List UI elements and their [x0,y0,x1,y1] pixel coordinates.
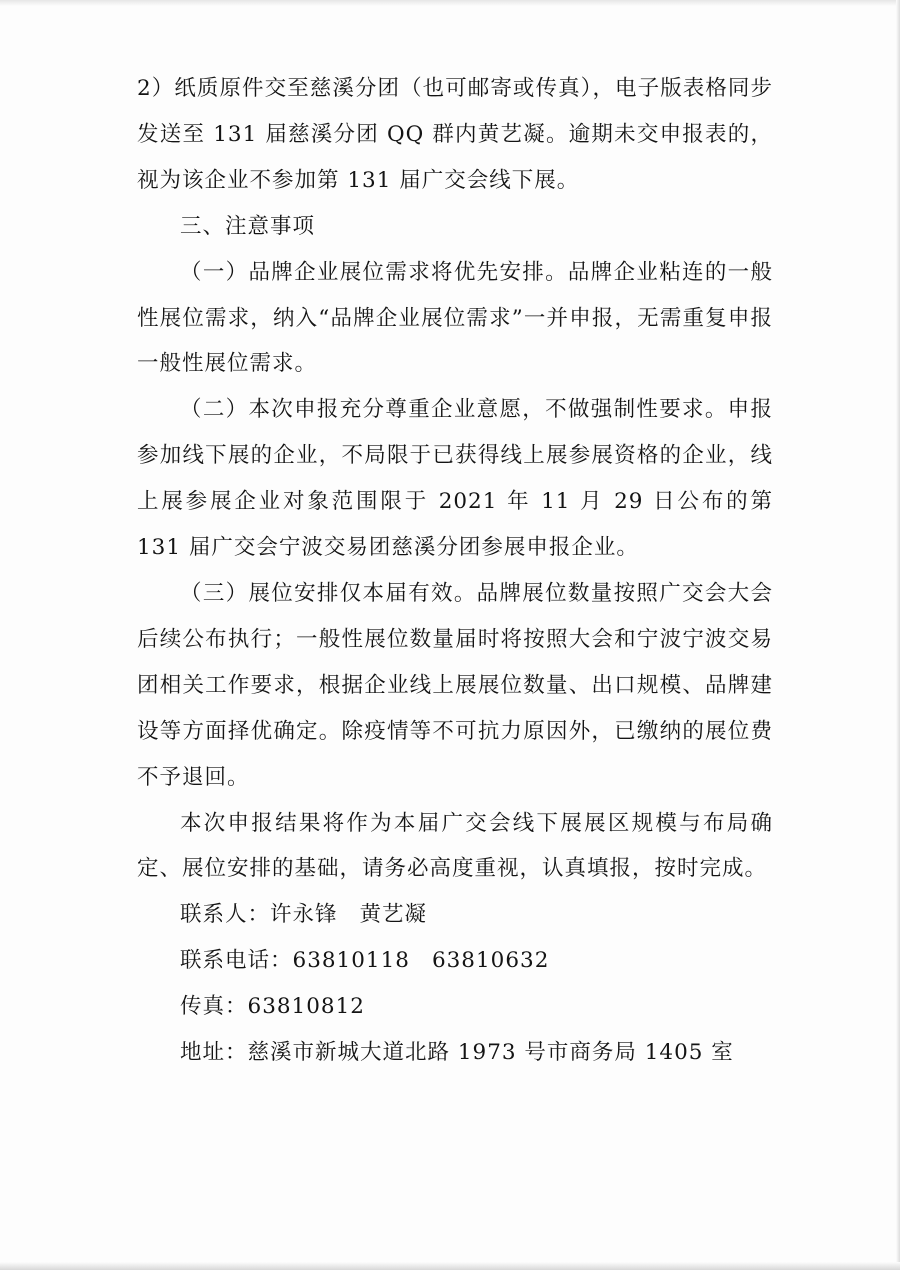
contact-address-text: 慈溪市新城大道北路 1973 号市商务局 1405 室 [247,1040,734,1066]
contact-persons-label: 联系人： [180,902,271,928]
paragraph-submission: 2）纸质原件交至慈溪分团（也可邮寄或传真），电子版表格同步发送至 131 届慈溪分团 QQ 群内黄艺凝。逾期未交申报表的，视为该企业不参加第 131 届广交会线下展。 [137,76,773,193]
contact-person-1: 许永锋 [270,902,338,928]
contact-address [137,1030,773,1076]
scan-top-edge [0,0,900,6]
paragraph-item-3: （三）展位安排仅本届有效。品牌展位数量按照广交会大会后续公布执行；一般性展位数量届时将按照大会和宁波宁波交易团相关工作要求，根据企业线上展展位数量、出口规模、品牌建设等方面择优确定。除疫情等不可抗力原因外，已缴纳的展位费不予退回。 [137,580,773,790]
contact-fax-number: 63810812 [247,994,365,1020]
contact-phone-2: 63810632 [431,948,550,974]
paragraph-item-1: （一）品牌企业展位需求将优先安排。品牌企业粘连的一般性展位需求，纳入“品牌企业展位需求”一并申报，无需重复申报一般性展位需求。 [137,259,773,377]
contact-phone-label: 联系电话： [180,948,293,974]
paragraph-item-2: （二）本次申报充分尊重企业意愿，不做强制性要求。申报参加线下展的企业，不局限于已获得线上展参展资格的企业，线上展参展企业对象范围限于 2021 年 11 月 29 日公布的第 131 届广交会宁波交易团慈溪分团参展申报企业。 [137,397,773,561]
document-body [137,66,773,1076]
scan-right-edge [896,0,900,1270]
contact-fax-label: 传真： [180,994,248,1020]
contact-persons [137,892,773,938]
section-heading-notes: 三、注意事项 [180,213,316,239]
contact-address-label: 地址： [180,1040,248,1066]
contact-fax [137,984,773,1030]
contact-person-2: 黄艺凝 [359,902,428,928]
scan-bottom-edge [0,1262,900,1270]
contact-phone [137,938,773,984]
paragraph-closing: 本次申报结果将作为本届广交会线下展展区规模与布局确定、展位安排的基础，请务必高度重视，认真填报，按时完成。 [137,810,773,882]
contact-phone-1: 63810118 [292,948,410,974]
